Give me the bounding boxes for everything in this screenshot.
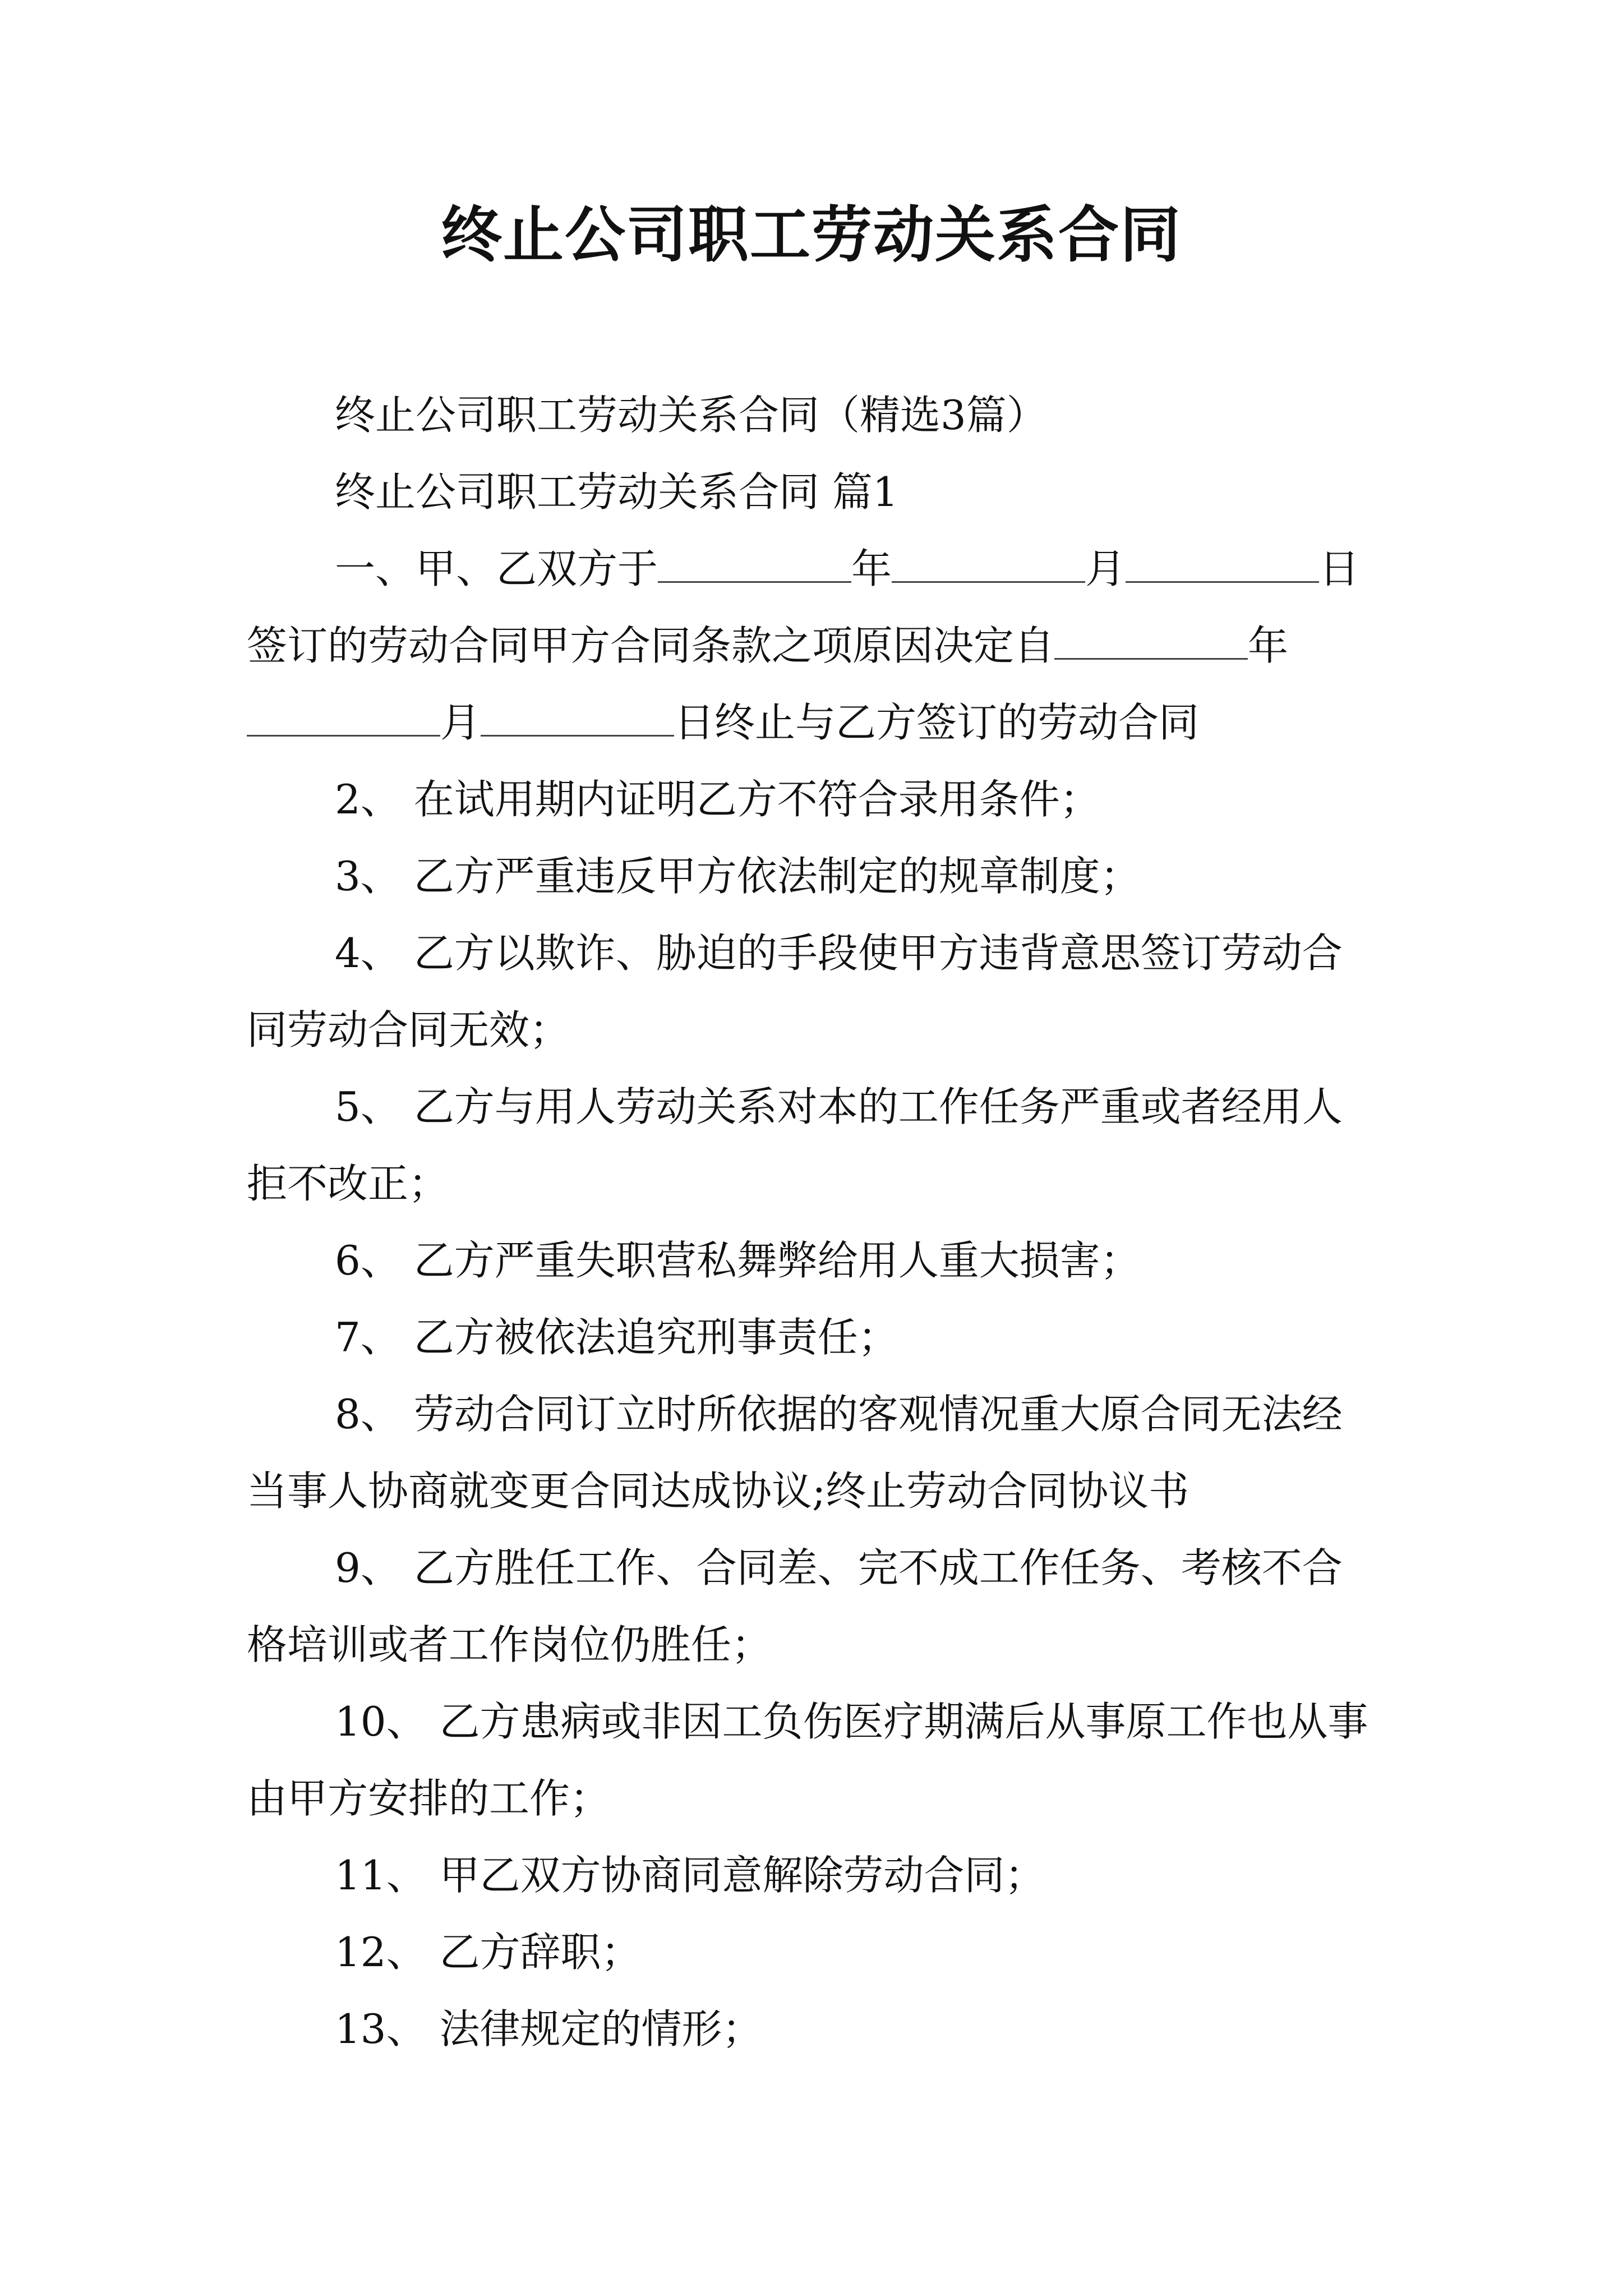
list-item: 12、 乙方辞职； — [335, 1929, 642, 1976]
list-item: 6、 乙方严重失职营私舞弊给用人重大损害； — [335, 1237, 1141, 1284]
blank-line — [658, 577, 851, 583]
clause-1-part-a: 一、甲、乙双方于 — [335, 545, 658, 592]
clause-1 — [247, 531, 1380, 761]
clause-1-part-b: 日签订的劳动合同甲方合同条款之项原因决定自 — [247, 545, 1360, 669]
list-item: 8、 劳动合同订立时所依据的客观情况重大原合同无法经当事人协商就变更合同达成协议;终止劳动合同协议书 — [247, 1391, 1343, 1515]
list-item: 10、 乙方患病或非因工负伤医疗期满后从事原工作也从事由甲方安排的工作； — [247, 1698, 1368, 1822]
list-item: 13、 法律规定的情形； — [335, 2005, 763, 2053]
clause-1-part-c: 日终止与乙方签订的劳动合同 — [674, 699, 1200, 746]
blank-line — [892, 577, 1085, 583]
clause-1-month: 月 — [1085, 545, 1126, 592]
document-body — [247, 377, 1380, 2068]
clause-1-month-2: 月 — [440, 699, 481, 746]
list-item: 4、 乙方以欺诈、胁迫的手段使甲方违背意思签订劳动合同劳动合同无效； — [247, 930, 1343, 1053]
list-item: 2、 在试用期内证明乙方不符合录用条件； — [335, 776, 1100, 823]
clause-1-year-2: 年 — [1248, 622, 1289, 669]
blank-line — [1126, 577, 1319, 583]
list-item: 9、 乙方胜任工作、合同差、完不成工作任务、考核不合格培训或者工作岗位仍胜任； — [247, 1544, 1343, 1668]
list-item: 7、 乙方被依法追究刑事责任； — [335, 1314, 898, 1361]
document-title: 终止公司职工劳动关系合同 — [441, 200, 1182, 270]
list-item: 11、 甲乙双方协商同意解除劳动合同； — [335, 1852, 1045, 1899]
blank-line — [1054, 654, 1248, 660]
list-item: 5、 乙方与用人劳动关系对本的工作任务严重或者经用人拒不改正； — [247, 1083, 1343, 1207]
section-heading: 终止公司职工劳动关系合同 篇1 — [335, 468, 898, 516]
blank-line — [481, 730, 674, 737]
subtitle: 终止公司职工劳动关系合同（精选3篇） — [335, 392, 1047, 439]
clause-1-year: 年 — [851, 545, 892, 592]
list-item: 3、 乙方严重违反甲方依法制定的规章制度； — [335, 853, 1141, 900]
blank-line — [247, 730, 440, 737]
